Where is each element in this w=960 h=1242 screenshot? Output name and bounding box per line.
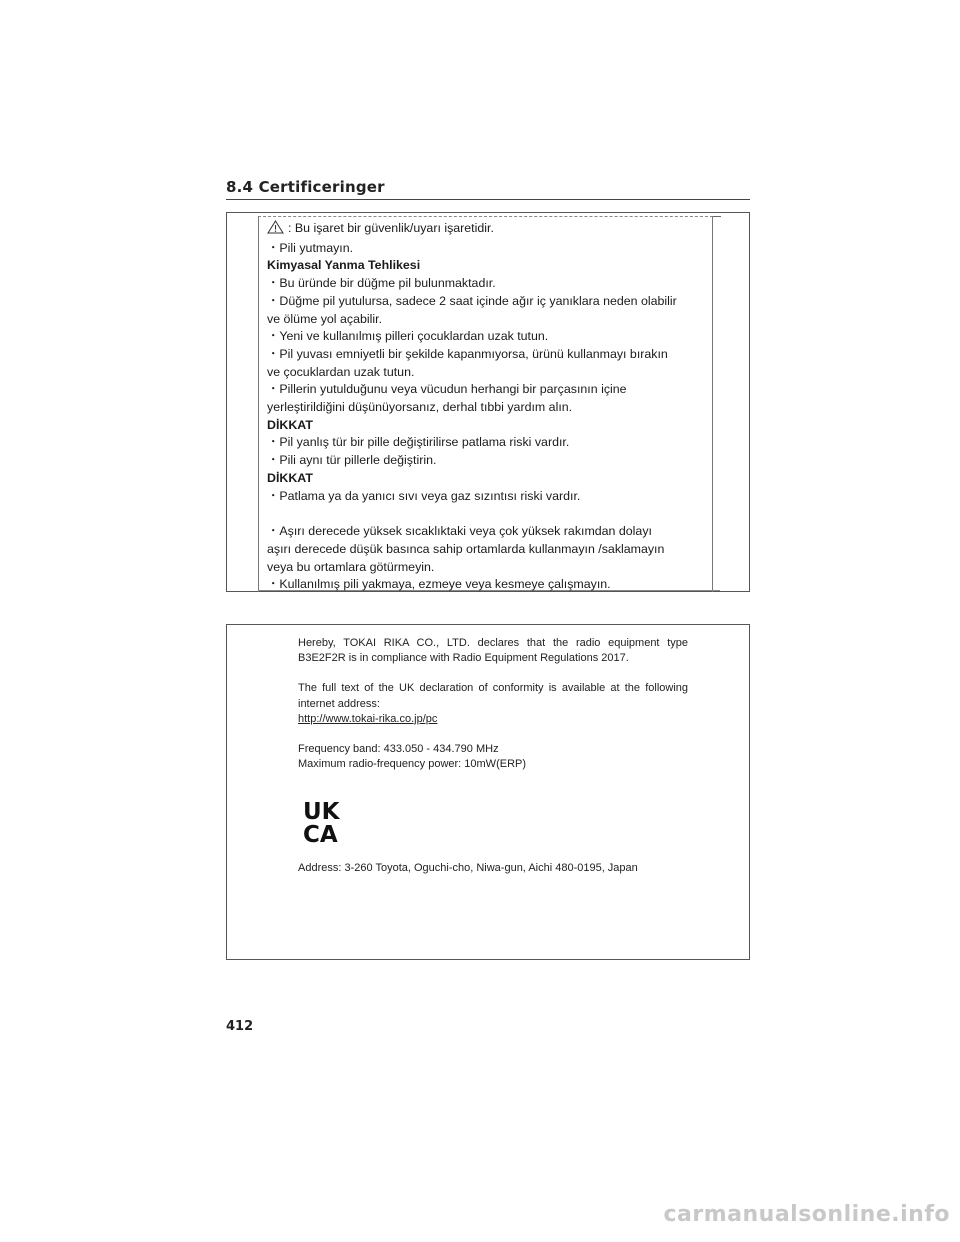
declaration-paragraph: Hereby, TOKAI RIKA CO., LTD. declares that the radio equipment type B3E2F2R is in compliance with Radio Equipment Regulations 2017. <box>298 637 688 665</box>
notice-heading: DİKKAT <box>267 417 313 432</box>
warning-triangle-icon <box>267 220 284 240</box>
notice-line: ・Pili yutmayın. <box>267 240 354 255</box>
notice-line: veya bu ortamlara götürmeyin. <box>267 559 435 574</box>
manufacturer-address: Address: 3-260 Toyota, Oguchi-cho, Niwa-gun, Aichi 480-0195, Japan <box>298 862 638 874</box>
conformity-url[interactable] <box>298 712 688 727</box>
ukca-mark-icon <box>301 797 349 845</box>
notice-line: ・Yeni ve kullanılmış pilleri çocuklardan uzak tutun. <box>267 329 549 344</box>
notice-line: ・Düğme pil yutulursa, sadece 2 saat içinde ağır iç yanıklara neden olabilir <box>267 293 677 308</box>
notice-line: ve ölüme yol açabilir. <box>267 311 383 326</box>
notice-spacer <box>267 505 717 523</box>
warning-line <box>267 220 717 240</box>
notice-line: ・Bu üründe bir düğme pil bulunmaktadır. <box>267 276 496 291</box>
watermark: carmanualsonline.info <box>663 1202 950 1227</box>
uk-declaration-text <box>298 636 688 772</box>
frequency-band: Frequency band: 433.050 - 434.790 MHz <box>298 743 499 756</box>
notice-heading: Kimyasal Yanma Tehlikesi <box>267 258 421 273</box>
notice-line: yerleştirildiğini düşünüyorsanız, derhal tıbbi yardım alın. <box>267 400 573 415</box>
notice-line: ・Kullanılmış pili yakmaya, ezmeye veya kesmeye çalışmayın. <box>267 577 611 592</box>
notice-line: ・Pil yuvası emniyetli bir şekilde kapanmıyorsa, ürünü kullanmayı bırakın <box>267 346 668 361</box>
conformity-paragraph: The full text of the UK declaration of conformity is available at the following internet address: <box>298 682 688 710</box>
notice-line: ve çocuklardan uzak tutun. <box>267 364 415 379</box>
section-title: 8.4 Certificeringer <box>226 178 385 196</box>
notice-line: ・Pili aynı tür pillerle değiştirin. <box>267 453 437 468</box>
notice-line: ・Aşırı derecede yüksek sıcaklıktaki veya çok yüksek rakımdan dolayı <box>267 524 652 539</box>
scanned-label-corner-mark <box>713 216 721 217</box>
page-number: 412 <box>226 1019 254 1034</box>
warning-line-text: : Bu işaret bir güvenlik/uyarı işaretidir. <box>288 221 494 235</box>
notice-line: ・Pillerin yutulduğunu veya vücudun herhangi bir parçasının içine <box>267 382 627 397</box>
notice-line: aşırı derecede düşük basınca sahip ortamlarda kullanmayın /saklamayın <box>267 541 665 556</box>
max-power: Maximum radio-frequency power: 10mW(ERP) <box>298 758 527 771</box>
notice-heading: DİKKAT <box>267 470 313 485</box>
title-divider <box>226 199 750 200</box>
ukca-mark-top: UK <box>303 799 340 825</box>
notice-line: ・Patlama ya da yanıcı sıvı veya gaz sızıntısı riski vardır. <box>267 488 581 503</box>
conformity-link[interactable]: http://www.tokai-rika.co.jp/pc <box>298 712 438 725</box>
turkish-notice-text <box>267 220 717 594</box>
notice-line: ・Pil yanlış tür bir pille değiştirilirse patlama riski vardır. <box>267 435 570 450</box>
ukca-mark-bottom: CA <box>303 822 338 845</box>
